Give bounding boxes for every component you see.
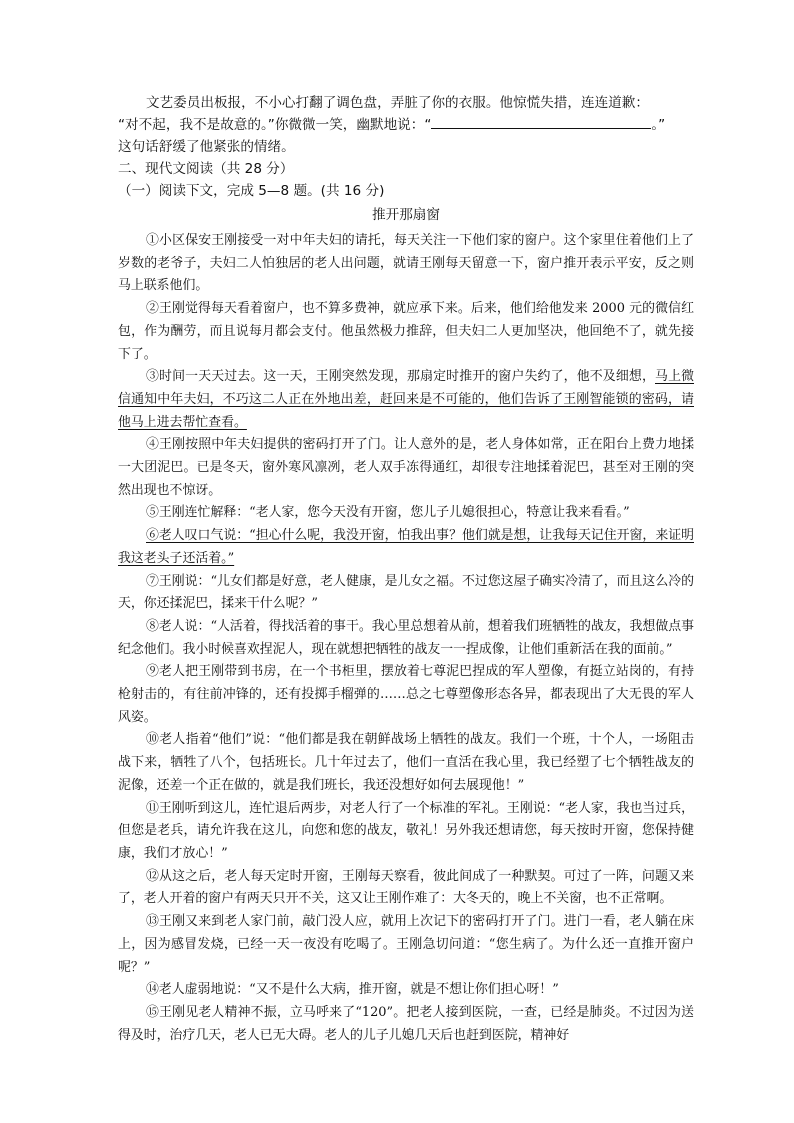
paragraph: ②王刚觉得每天看着窗户，也不算多费神，就应承下来。后来，他们给他发来 2000 元的微信红包，作为酬劳，而且说每月都会支付。他虽然极力推辞，但夫妇二人更加坚决，他回绝不了，就先接下了。	[118, 301, 694, 362]
prompt-line-with-blank	[118, 114, 694, 136]
subsection-title: （一）阅读下文，完成 5—8 题。(共 16 分)	[118, 183, 385, 199]
underlined-sentence: 马上微信通知中年夫妇，不巧这二人正在外地出差，赶回来是不可能的，他们告诉了王刚智能锁的密码，请他马上进去帮忙查看。	[118, 369, 695, 430]
underlined-paragraph: ⑥老人叹口气说：“担心什么呢，我没开窗，怕我出事？他们就是想，让我每天记住开窗，来证明我这老头子还活着。”	[118, 528, 694, 566]
paragraph: ④王刚按照中年夫妇提供的密码打开了门。让人意外的是，老人身体如常，正在阳台上费力地揉一大团泥巴。已是冬天，窗外寒风凛冽，老人双手冻得通红，却很专注地揉着泥巴，甚至对王刚的突然出现也不惊讶。	[118, 437, 694, 498]
section-title: 二、现代文阅读（共 28 分）	[118, 161, 294, 177]
writing-prompt	[118, 92, 694, 158]
paragraph: ⑩老人指着“他们”说：“他们都是我在朝鲜战场上牺牲的战友。我们一个班，十个人，一场阻击战下来，牺牲了八个，包括班长。几十年过去了，他们一直活在我心里，我已经塑了七个牺牲战友的泥像，还差一个正在做的，就是我们班长，我还没想好如何去展现他！”	[118, 732, 694, 793]
prompt-text: 。”	[651, 117, 666, 133]
prompt-line: 文艺委员出板报，不小心打翻了调色盘，弄脏了你的衣服。他惊慌失措，连连道歉：	[146, 95, 649, 111]
paragraph: ⑭老人虚弱地说：“又不是什么大病，推开窗，就是不想让你们担心呀！”	[146, 982, 559, 998]
document-page	[118, 92, 694, 1047]
article-title: 推开那扇窗	[372, 207, 440, 223]
paragraph: ⑬王刚又来到老人家门前，敲门没人应，就用上次记下的密码打开了门。进门一看，老人躺在床上，因为感冒发烧，已经一天一夜没有吃喝了。王刚急切问道：“您生病了。为什么还一直推开窗户呢？”	[118, 914, 694, 975]
paragraph: ⑨老人把王刚带到书房，在一个书柜里，摆放着七尊泥巴捏成的军人塑像，有挺立站岗的，有持枪射击的，有往前冲锋的，还有投掷手榴弹的……总之七尊塑像形态各异，都表现出了大无畏的军人风姿。	[118, 664, 694, 725]
prompt-line: 这句话舒缓了他紧张的情绪。	[118, 139, 295, 155]
paragraph: ⑤王刚连忙解释：“老人家，您今天没有开窗，您儿子儿媳很担心，特意让我来看看。”	[146, 505, 630, 521]
paragraph: ①小区保安王刚接受一对中年夫妇的请托，每天关注一下他们家的窗户。这个家里住着他们上了岁数的老爷子，夫妇二人怕独居的老人出问题，就请王刚每天留意一下，窗户推开表示平安，反之则马上联系他们。	[118, 233, 694, 294]
paragraph-text: ③时间一天天过去。这一天，王刚突然发现，那扇定时推开的窗户失约了，他不及细想，	[146, 369, 656, 385]
paragraph: ⑦王刚说：“儿女们都是好意，老人健康，是儿女之福。不过您这屋子确实冷清了，而且这么冷的天，你还揉泥巴，揉来干什么呢？”	[118, 573, 694, 612]
prompt-text: “对不起，我不是故意的。”你微微一笑，幽默地说：“	[118, 117, 432, 133]
paragraph	[118, 366, 694, 434]
article	[118, 204, 694, 1047]
answer-blank[interactable]	[431, 116, 651, 129]
paragraph: ⑪王刚听到这儿，连忙退后两步，对老人行了一个标准的军礼。王刚说：“老人家，我也当过兵，但您是老兵，请允许我在这儿，向您和您的战友，敬礼！另外我还想请您，每天按时开窗，您保持健康，我们才放心！”	[118, 800, 694, 861]
paragraph: ⑧老人说：“人活着，得找活着的事干。我心里总想着从前，想着我们班牺牲的战友，我想做点事纪念他们。我小时候喜欢捏泥人，现在就想把牺牲的战友一一捏成像，让他们重新活在我的面前。”	[118, 618, 694, 657]
paragraph: ⑮王刚见老人精神不振，立马呼来了“120”。把老人接到医院，一查，已经是肺炎。不过因为送得及时，治疗几天，老人已无大碍。老人的儿子儿媳几天后也赶到医院，精神好	[118, 1004, 694, 1043]
paragraph: ⑫从这之后，老人每天定时开窗，王刚每天察看，彼此间成了一种默契。可过了一阵，问题又来了，老人开着的窗户有两天只开不关，这又让王刚作难了：大冬天的，晚上不关窗，也不正常啊。	[118, 868, 694, 907]
